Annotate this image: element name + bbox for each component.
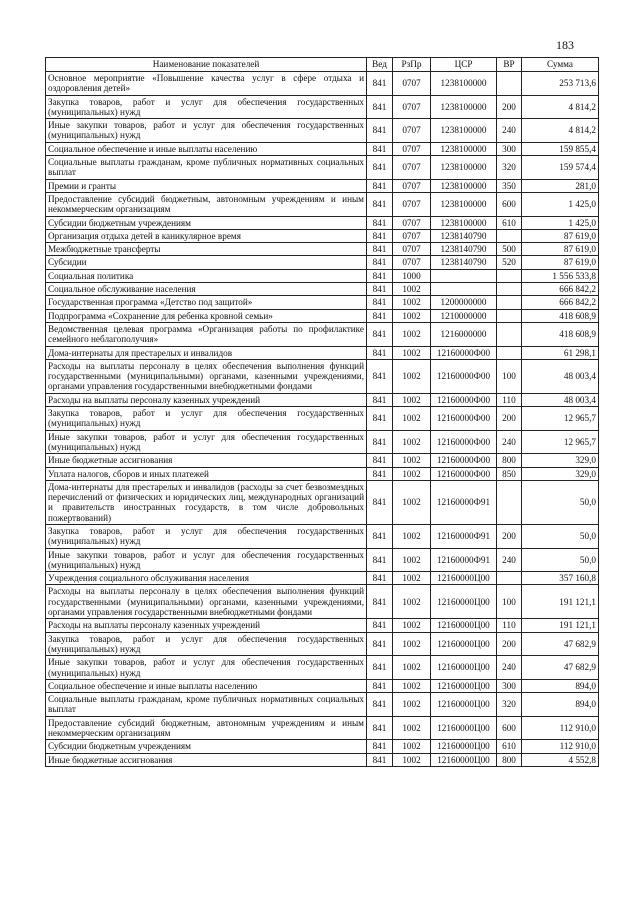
cell-rzpr: 1002 — [393, 467, 431, 480]
cell-name: Дома-интернаты для престарелых и инвалидов (расходы за счет безвозмездных перечислений от физических и юридических лиц, международных организаций и правительств иностранных государств, в том числе добровольных пожертвований) — [46, 480, 367, 524]
cell-rzpr: 1002 — [393, 740, 431, 753]
cell-ved: 841 — [367, 179, 393, 192]
cell-name: Межбюджетные трансферты — [46, 243, 367, 256]
cell-vr: 240 — [497, 548, 522, 572]
cell-vr: 200 — [497, 632, 522, 656]
cell-ved: 841 — [367, 322, 393, 346]
cell-sum: 281,0 — [522, 179, 599, 192]
cell-ved: 841 — [367, 119, 393, 143]
table-row — [46, 480, 599, 524]
cell-ved: 841 — [367, 572, 393, 585]
cell-csr: 1238140790 — [431, 243, 497, 256]
cell-name: Иные закупки товаров, работ и услуг для обеспечения государственных (муниципальных) нужд — [46, 119, 367, 143]
cell-sum: 87 619,0 — [522, 243, 599, 256]
cell-rzpr: 1002 — [393, 585, 431, 619]
cell-vr: 240 — [497, 119, 522, 143]
cell-sum: 87 619,0 — [522, 229, 599, 242]
cell-rzpr: 1002 — [393, 753, 431, 766]
cell-name: Иные закупки товаров, работ и услуг для обеспечения государственных (муниципальных) нужд — [46, 548, 367, 572]
cell-vr: 110 — [497, 619, 522, 632]
cell-vr: 200 — [497, 407, 522, 431]
table-row — [46, 269, 599, 282]
cell-ved: 841 — [367, 548, 393, 572]
table-row — [46, 548, 599, 572]
cell-rzpr: 1002 — [393, 632, 431, 656]
cell-rzpr: 1002 — [393, 283, 431, 296]
header-rzpr: РзПр — [393, 58, 431, 72]
table-row — [46, 359, 599, 393]
table-row — [46, 619, 599, 632]
cell-csr: 1238100000 — [431, 119, 497, 143]
cell-name: Расходы на выплаты персоналу в целях обеспечения выполнения функций государственными (муниципальными) органами, казенными учреждениями, органами управления государственными внебюджетными фондами — [46, 585, 367, 619]
cell-rzpr: 1002 — [393, 572, 431, 585]
cell-sum: 112 910,0 — [522, 740, 599, 753]
cell-csr: 1238100000 — [431, 72, 497, 96]
header-csr: ЦСР — [431, 58, 497, 72]
cell-sum: 12 965,7 — [522, 407, 599, 431]
table-row — [46, 119, 599, 143]
cell-name: Иные закупки товаров, работ и услуг для обеспечения государственных (муниципальных) нужд — [46, 656, 367, 680]
cell-name: Ведомственная целевая программа «Организация работы по профилактике семейного неблагополучия» — [46, 322, 367, 346]
budget-table — [45, 57, 599, 767]
cell-rzpr: 0707 — [393, 229, 431, 242]
cell-ved: 841 — [367, 95, 393, 119]
table-row — [46, 693, 599, 717]
cell-csr: 1238140790 — [431, 256, 497, 269]
cell-csr: 1238100000 — [431, 216, 497, 229]
cell-csr: 12160000Ф91 — [431, 548, 497, 572]
cell-rzpr: 1002 — [393, 524, 431, 548]
page-number: 183 — [556, 38, 574, 52]
cell-csr: 12160000Ц00 — [431, 693, 497, 717]
cell-csr: 1238100000 — [431, 179, 497, 192]
cell-rzpr: 1002 — [393, 619, 431, 632]
cell-name: Иные бюджетные ассигнования — [46, 454, 367, 467]
cell-csr: 1238100000 — [431, 156, 497, 180]
cell-csr: 12160000Ф00 — [431, 346, 497, 359]
cell-name: Закупка товаров, работ и услуг для обеспечения государственных (муниципальных) нужд — [46, 407, 367, 431]
cell-ved: 841 — [367, 359, 393, 393]
cell-rzpr: 1002 — [393, 656, 431, 680]
cell-name: Закупка товаров, работ и услуг для обеспечения государственных (муниципальных) нужд — [46, 632, 367, 656]
cell-rzpr: 1002 — [393, 679, 431, 692]
table-header-row — [46, 58, 599, 72]
table-row — [46, 524, 599, 548]
cell-vr: 200 — [497, 524, 522, 548]
cell-csr: 12160000Ц00 — [431, 585, 497, 619]
cell-rzpr: 0707 — [393, 119, 431, 143]
cell-vr: 610 — [497, 216, 522, 229]
cell-csr: 1238100000 — [431, 192, 497, 216]
cell-sum: 4 552,8 — [522, 753, 599, 766]
cell-ved: 841 — [367, 309, 393, 322]
cell-vr: 610 — [497, 740, 522, 753]
cell-ved: 841 — [367, 454, 393, 467]
cell-csr: 12160000Ф00 — [431, 393, 497, 406]
table-row — [46, 283, 599, 296]
cell-csr: 12160000Ф00 — [431, 467, 497, 480]
table-row — [46, 585, 599, 619]
cell-rzpr: 0707 — [393, 192, 431, 216]
cell-name: Закупка товаров, работ и услуг для обеспечения государственных (муниципальных) нужд — [46, 524, 367, 548]
cell-csr: 12160000Ц00 — [431, 572, 497, 585]
table-row — [46, 72, 599, 96]
cell-rzpr: 1002 — [393, 407, 431, 431]
cell-csr: 12160000Ц00 — [431, 619, 497, 632]
header-sum: Сумма — [522, 58, 599, 72]
cell-sum: 329,0 — [522, 454, 599, 467]
table-row — [46, 192, 599, 216]
cell-rzpr: 1002 — [393, 359, 431, 393]
cell-ved: 841 — [367, 393, 393, 406]
cell-ved: 841 — [367, 156, 393, 180]
cell-rzpr: 1002 — [393, 296, 431, 309]
table-row — [46, 179, 599, 192]
cell-rzpr: 0707 — [393, 216, 431, 229]
cell-ved: 841 — [367, 740, 393, 753]
table-row — [46, 572, 599, 585]
cell-rzpr: 1002 — [393, 322, 431, 346]
cell-sum: 1 556 533,8 — [522, 269, 599, 282]
cell-vr — [497, 346, 522, 359]
cell-ved: 841 — [367, 346, 393, 359]
cell-ved: 841 — [367, 679, 393, 692]
cell-sum: 1 425,0 — [522, 216, 599, 229]
cell-vr: 800 — [497, 454, 522, 467]
cell-vr: 600 — [497, 716, 522, 740]
cell-csr: 12160000Ц00 — [431, 632, 497, 656]
cell-name: Социальное обслуживание населения — [46, 283, 367, 296]
cell-sum: 418 608,9 — [522, 322, 599, 346]
cell-ved: 841 — [367, 716, 393, 740]
table-row — [46, 740, 599, 753]
table-row — [46, 407, 599, 431]
cell-vr: 320 — [497, 156, 522, 180]
cell-sum: 50,0 — [522, 524, 599, 548]
cell-vr: 320 — [497, 693, 522, 717]
table-row — [46, 142, 599, 155]
table-row — [46, 679, 599, 692]
cell-ved: 841 — [367, 619, 393, 632]
cell-ved: 841 — [367, 269, 393, 282]
cell-sum: 4 814,2 — [522, 119, 599, 143]
table-row — [46, 454, 599, 467]
cell-sum: 191 121,1 — [522, 619, 599, 632]
cell-rzpr: 0707 — [393, 142, 431, 155]
table-row — [46, 393, 599, 406]
cell-name: Предоставление субсидий бюджетным, автономным учреждениям и иным некоммерческим организациям — [46, 716, 367, 740]
cell-sum: 87 619,0 — [522, 256, 599, 269]
cell-csr: 1216000000 — [431, 322, 497, 346]
cell-vr: 350 — [497, 179, 522, 192]
cell-csr: 12160000Ф91 — [431, 524, 497, 548]
cell-ved: 841 — [367, 296, 393, 309]
cell-vr: 300 — [497, 679, 522, 692]
table-row — [46, 656, 599, 680]
cell-name: Социальные выплаты гражданам, кроме публичных нормативных социальных выплат — [46, 693, 367, 717]
cell-csr — [431, 269, 497, 282]
table-row — [46, 322, 599, 346]
cell-rzpr: 0707 — [393, 256, 431, 269]
table-row — [46, 256, 599, 269]
cell-rzpr: 1002 — [393, 393, 431, 406]
cell-rzpr: 1000 — [393, 269, 431, 282]
cell-ved: 841 — [367, 632, 393, 656]
cell-vr: 240 — [497, 430, 522, 454]
cell-name: Расходы на выплаты персоналу казенных учреждений — [46, 393, 367, 406]
cell-ved: 841 — [367, 753, 393, 766]
cell-csr — [431, 283, 497, 296]
cell-ved: 841 — [367, 407, 393, 431]
cell-name: Учреждения социального обслуживания населения — [46, 572, 367, 585]
cell-csr: 1238100000 — [431, 95, 497, 119]
cell-sum: 1 425,0 — [522, 192, 599, 216]
cell-rzpr: 0707 — [393, 179, 431, 192]
cell-rzpr: 0707 — [393, 243, 431, 256]
cell-name: Социальное обеспечение и иные выплаты населению — [46, 142, 367, 155]
cell-ved: 841 — [367, 693, 393, 717]
cell-sum: 48 003,4 — [522, 359, 599, 393]
cell-rzpr: 0707 — [393, 72, 431, 96]
cell-sum: 253 713,6 — [522, 72, 599, 96]
cell-name: Субсидии бюджетным учреждениям — [46, 216, 367, 229]
cell-ved: 841 — [367, 229, 393, 242]
cell-sum: 894,0 — [522, 693, 599, 717]
cell-sum: 357 160,8 — [522, 572, 599, 585]
cell-csr: 12160000Ц00 — [431, 716, 497, 740]
cell-rzpr: 1002 — [393, 716, 431, 740]
cell-sum: 12 965,7 — [522, 430, 599, 454]
table-row — [46, 346, 599, 359]
cell-csr: 1238100000 — [431, 142, 497, 155]
cell-ved: 841 — [367, 243, 393, 256]
cell-vr: 300 — [497, 142, 522, 155]
cell-csr: 1200000000 — [431, 296, 497, 309]
table-row — [46, 753, 599, 766]
cell-name: Социальное обеспечение и иные выплаты населению — [46, 679, 367, 692]
cell-ved: 841 — [367, 283, 393, 296]
cell-csr: 1238140790 — [431, 229, 497, 242]
cell-sum: 50,0 — [522, 480, 599, 524]
cell-vr — [497, 296, 522, 309]
cell-sum: 159 574,4 — [522, 156, 599, 180]
cell-sum: 50,0 — [522, 548, 599, 572]
table-row — [46, 430, 599, 454]
cell-name: Закупка товаров, работ и услуг для обеспечения государственных (муниципальных) нужд — [46, 95, 367, 119]
cell-name: Социальная политика — [46, 269, 367, 282]
header-name: Наименование показателей — [46, 58, 367, 72]
cell-vr — [497, 322, 522, 346]
cell-name: Иные закупки товаров, работ и услуг для обеспечения государственных (муниципальных) нужд — [46, 430, 367, 454]
cell-vr — [497, 480, 522, 524]
table-row — [46, 156, 599, 180]
cell-rzpr: 0707 — [393, 95, 431, 119]
cell-rzpr: 1002 — [393, 309, 431, 322]
cell-vr — [497, 572, 522, 585]
cell-name: Расходы на выплаты персоналу в целях обеспечения выполнения функций государственными (муниципальными) органами, казенными учреждениями, органами управления государственными внебюджетными фондами — [46, 359, 367, 393]
cell-name: Дома-интернаты для престарелых и инвалидов — [46, 346, 367, 359]
cell-vr — [497, 309, 522, 322]
cell-name: Иные бюджетные ассигнования — [46, 753, 367, 766]
cell-vr — [497, 229, 522, 242]
cell-name: Субсидии бюджетным учреждениям — [46, 740, 367, 753]
cell-csr: 12160000Ф00 — [431, 454, 497, 467]
header-ved: Вед — [367, 58, 393, 72]
table-row — [46, 309, 599, 322]
cell-rzpr: 0707 — [393, 156, 431, 180]
cell-vr: 800 — [497, 753, 522, 766]
cell-sum: 47 682,9 — [522, 632, 599, 656]
cell-vr — [497, 269, 522, 282]
cell-vr: 850 — [497, 467, 522, 480]
cell-vr — [497, 72, 522, 96]
cell-csr: 12160000Ф00 — [431, 430, 497, 454]
cell-vr: 500 — [497, 243, 522, 256]
cell-rzpr: 1002 — [393, 548, 431, 572]
cell-name: Уплата налогов, сборов и иных платежей — [46, 467, 367, 480]
cell-rzpr: 1002 — [393, 693, 431, 717]
cell-ved: 841 — [367, 656, 393, 680]
cell-sum: 666 842,2 — [522, 283, 599, 296]
cell-sum: 4 814,2 — [522, 95, 599, 119]
cell-name: Подпрограмма «Сохранение для ребенка кровной семьи» — [46, 309, 367, 322]
cell-sum: 159 855,4 — [522, 142, 599, 155]
cell-vr: 100 — [497, 359, 522, 393]
cell-csr: 1210000000 — [431, 309, 497, 322]
cell-vr: 520 — [497, 256, 522, 269]
header-vr: ВР — [497, 58, 522, 72]
cell-csr: 12160000Ф91 — [431, 480, 497, 524]
cell-sum: 191 121,1 — [522, 585, 599, 619]
cell-rzpr: 1002 — [393, 480, 431, 524]
cell-name: Расходы на выплаты персоналу казенных учреждений — [46, 619, 367, 632]
cell-csr: 12160000Ц00 — [431, 740, 497, 753]
cell-sum: 418 608,9 — [522, 309, 599, 322]
cell-rzpr: 1002 — [393, 430, 431, 454]
cell-csr: 12160000Ф00 — [431, 359, 497, 393]
cell-name: Субсидии — [46, 256, 367, 269]
table-row — [46, 716, 599, 740]
table-row — [46, 243, 599, 256]
cell-name: Государственная программа «Детство под защитой» — [46, 296, 367, 309]
cell-csr: 12160000Ф00 — [431, 407, 497, 431]
cell-sum: 666 842,2 — [522, 296, 599, 309]
cell-ved: 841 — [367, 480, 393, 524]
table-row — [46, 229, 599, 242]
cell-ved: 841 — [367, 256, 393, 269]
cell-sum: 112 910,0 — [522, 716, 599, 740]
table-row — [46, 216, 599, 229]
cell-vr — [497, 283, 522, 296]
cell-name: Основное мероприятие «Повышение качества услуг в сфере отдыха и оздоровления детей» — [46, 72, 367, 96]
cell-vr: 200 — [497, 95, 522, 119]
cell-name: Премии и гранты — [46, 179, 367, 192]
cell-vr: 600 — [497, 192, 522, 216]
cell-sum: 48 003,4 — [522, 393, 599, 406]
table-row — [46, 95, 599, 119]
cell-name: Предоставление субсидий бюджетным, автономным учреждениям и иным некоммерческим организациям — [46, 192, 367, 216]
cell-ved: 841 — [367, 585, 393, 619]
table-row — [46, 467, 599, 480]
cell-csr: 12160000Ц00 — [431, 679, 497, 692]
cell-ved: 841 — [367, 467, 393, 480]
cell-name: Организация отдыха детей в каникулярное время — [46, 229, 367, 242]
cell-name: Социальные выплаты гражданам, кроме публичных нормативных социальных выплат — [46, 156, 367, 180]
cell-ved: 841 — [367, 142, 393, 155]
cell-sum: 329,0 — [522, 467, 599, 480]
table-row — [46, 296, 599, 309]
cell-vr: 100 — [497, 585, 522, 619]
cell-sum: 47 682,9 — [522, 656, 599, 680]
cell-ved: 841 — [367, 216, 393, 229]
cell-ved: 841 — [367, 430, 393, 454]
cell-csr: 12160000Ц00 — [431, 656, 497, 680]
table-body — [46, 72, 599, 767]
cell-sum: 61 298,1 — [522, 346, 599, 359]
table-row — [46, 632, 599, 656]
cell-rzpr: 1002 — [393, 454, 431, 467]
cell-rzpr: 1002 — [393, 346, 431, 359]
cell-vr: 240 — [497, 656, 522, 680]
cell-csr: 12160000Ц00 — [431, 753, 497, 766]
cell-ved: 841 — [367, 524, 393, 548]
cell-ved: 841 — [367, 192, 393, 216]
cell-vr: 110 — [497, 393, 522, 406]
cell-ved: 841 — [367, 72, 393, 96]
cell-sum: 894,0 — [522, 679, 599, 692]
